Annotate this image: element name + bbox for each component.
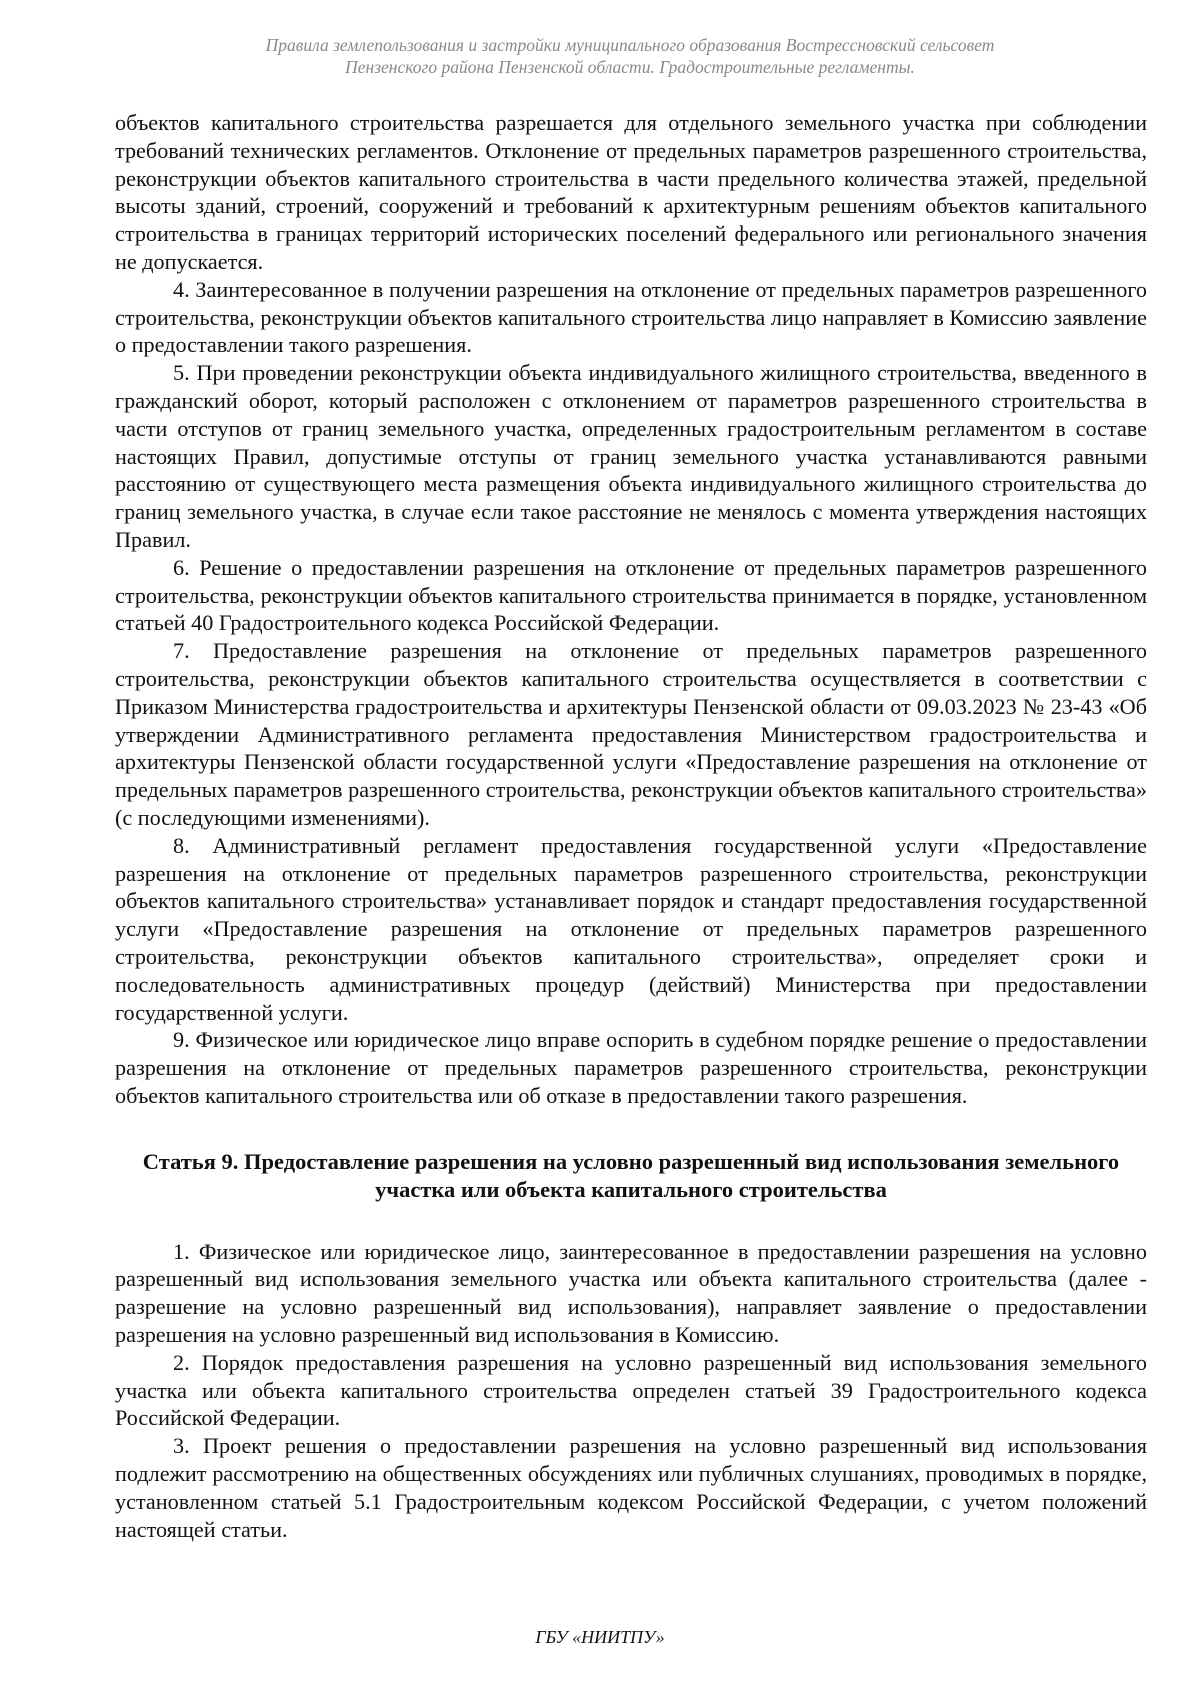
paragraph-item-7: 7. Предоставление разрешения на отклонение от предельных параметров разрешенного строительства, реконструкции объектов капитального строительства осуществляется в соответствии с Приказом Министерства градостроительства и архитектуры Пензенской области от 09.03.2023 № 23-43 «Об утверждении Административного регламента предоставления Министерством градостроительства и архитектуры Пензенской области государственной услуги «Предоставление разрешения на отклонение от предельных параметров разрешенного строительства, реконструкции объектов капитального строительства» (с последующими изменениями).	[115, 638, 1147, 830]
continuation-paragraph: объектов капитального строительства разрешается для отдельного земельного участка при соблюдении требований технических регламентов. Отклонение от предельных параметров разрешенного строительства, реконструкции объектов капитального строительства в части предельного количества этажей, предельной высоты зданий, строений, сооружений и требований к архитектурным решениям объектов капитального строительства в границах территорий исторических поселений федерального или регионального значения не допускается.	[115, 110, 1147, 274]
paragraph-item-5: 5. При проведении реконструкции объекта индивидуального жилищного строительства, введенного в гражданский оборот, который расположен с отклонением от параметров разрешенного строительства в части отступов от границ земельного участка, определенных градостроительным регламентом в составе настоящих Правил, допустимые отступы от границ земельного участка устанавливаются равными расстоянию от существующего места размещения объекта индивидуального жилищного строительства до границ земельного участка, в случае если такое расстояние не менялось с момента утверждения настоящих Правил.	[115, 360, 1147, 552]
article-9-paragraph-1: 1. Физическое или юридическое лицо, заинтересованное в предоставлении разрешения на условно разрешенный вид использования земельного участка или объекта капитального строительства (далее - разрешение на условно разрешенный вид использования), направляет заявление о предоставлении разрешения на условно разрешенный вид использования в Комиссию.	[115, 1238, 1147, 1348]
document-body	[115, 109, 1147, 1543]
running-header-line-2: Пензенского района Пензенской области. Градостроительные регламенты.	[345, 57, 915, 77]
article-9-heading: Статья 9. Предоставление разрешения на условно разрешенный вид использования земельного участка или объекта капитального строительства	[142, 1148, 1120, 1202]
paragraph-item-4: 4. Заинтересованное в получении разрешения на отклонение от предельных параметров разрешенного строительства, реконструкции объектов капитального строительства лицо направляет в Комиссию заявление о предоставлении такого разрешения.	[115, 276, 1147, 358]
page-footer: ГБУ «НИИТПУ»	[535, 1627, 665, 1647]
paragraph-item-9: 9. Физическое или юридическое лицо вправе оспорить в судебном порядке решение о предоставлении разрешения на отклонение от предельных параметров разрешенного строительства, реконструкции объектов капитального строительства или об отказе в предоставлении такого разрешения.	[115, 1027, 1147, 1108]
running-header	[120, 34, 1140, 78]
paragraph-item-8: 8. Административный регламент предоставления государственной услуги «Предоставление разрешения на отклонение от предельных параметров разрешенного строительства, реконструкции объектов капитального строительства» устанавливает порядок и стандарт предоставления государственной услуги «Предоставление разрешения на отклонение от предельных параметров разрешенного строительства, реконструкции объектов капитального строительства», определяет сроки и последовательность административных процедур (действий) Министерства при предоставлении государственной услуги.	[115, 832, 1147, 1025]
running-header-line-1: Правила землепользования и застройки муниципального образования Вострессновский сельсовет	[265, 35, 995, 55]
article-9-paragraph-3: 3. Проект решения о предоставлении разрешения на условно разрешенный вид использования подлежит рассмотрению на общественных обсуждениях или публичных слушаниях, проводимых в порядке, установленном статьей 5.1 Градостроительным кодексом Российской Федерации, с учетом положений настоящей статьи.	[115, 1433, 1147, 1542]
paragraph-item-6: 6. Решение о предоставлении разрешения на отклонение от предельных параметров разрешенного строительства, реконструкции объектов капитального строительства принимается в порядке, установленном статьей 40 Градостроительного кодекса Российской Федерации.	[115, 554, 1147, 636]
article-9-paragraph-2: 2. Порядок предоставления разрешения на условно разрешенный вид использования земельного участка или объекта капитального строительства определен статьей 39 Градостроительного кодекса Российской Федерации.	[115, 1349, 1147, 1431]
